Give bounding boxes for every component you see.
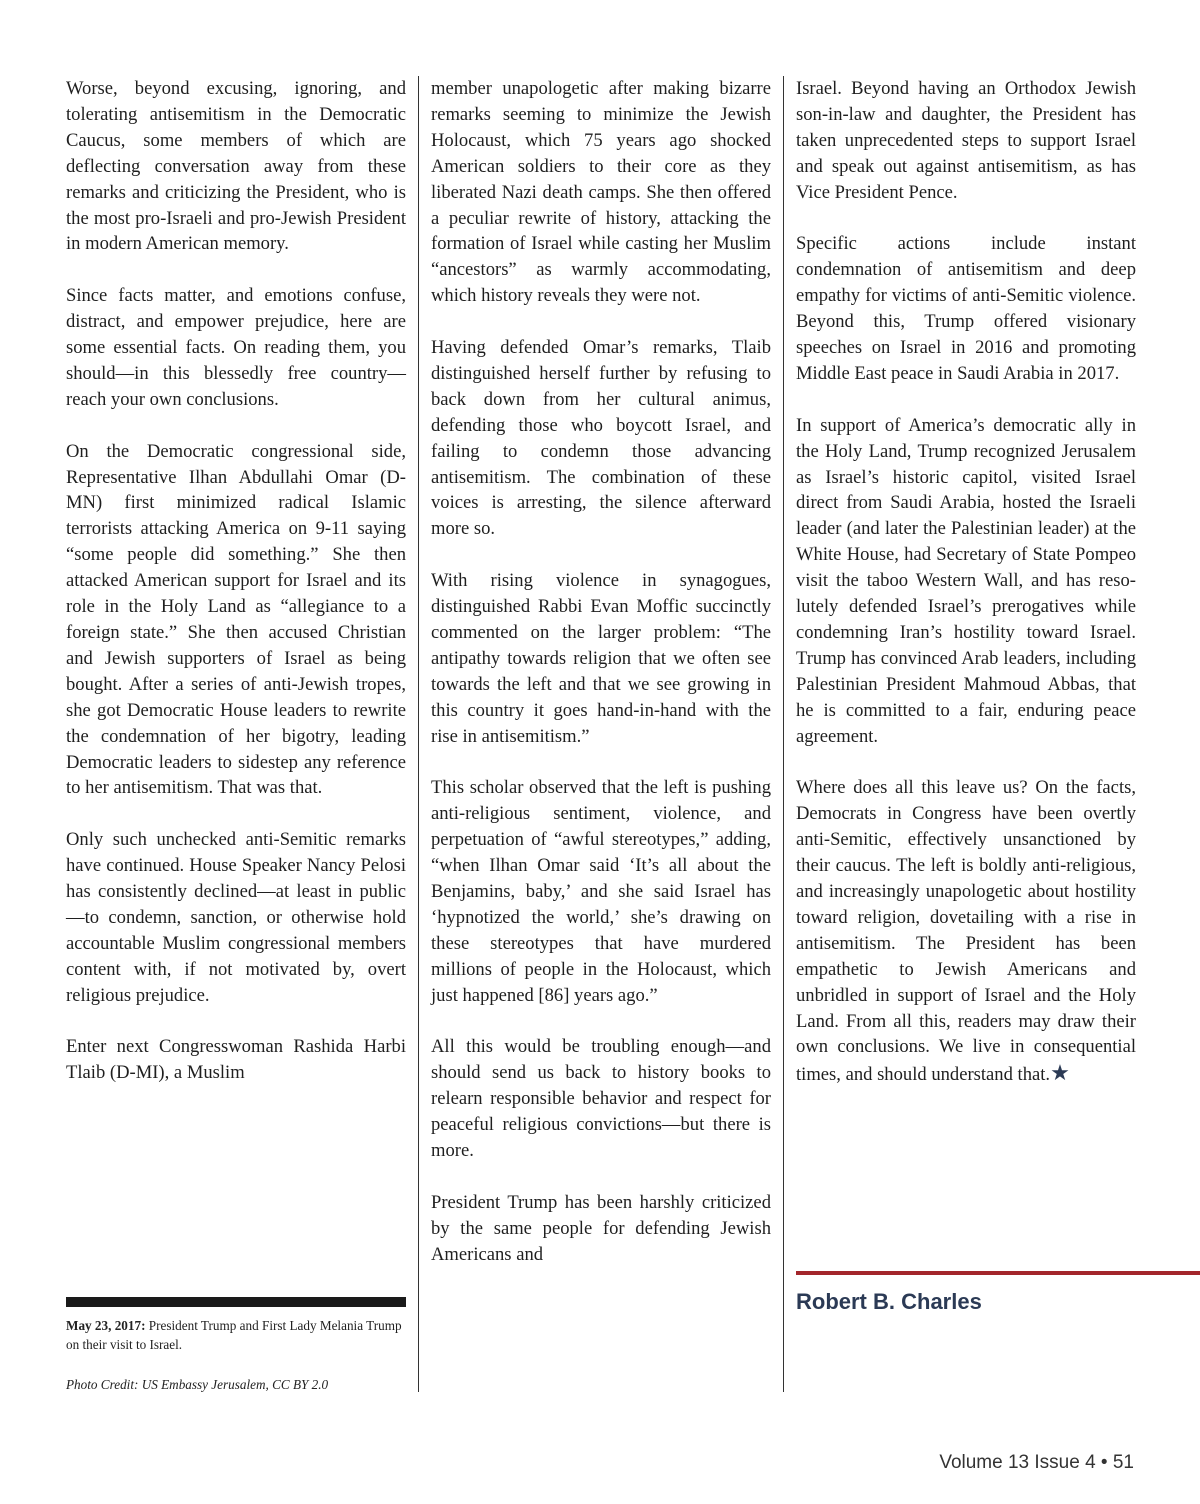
- article-column-1: [66, 76, 406, 1112]
- caption-bar: [66, 1297, 406, 1307]
- author-divider: [796, 1271, 1200, 1275]
- paragraph: With rising violence in synagogues, distinguished Rabbi Evan Moffic succinctly commented on the larger problem: “The antipathy towards religion that we often see towards the left and that we see growing in this country it goes hand-in-hand with the rise in antisemitism.”: [431, 570, 771, 747]
- photo-credit: Photo Credit: US Embassy Jerusalem, CC BY 2.0: [66, 1377, 329, 1392]
- photo-caption: [66, 1316, 406, 1354]
- article-column-2: [431, 76, 771, 1294]
- paragraph: All this would be troubling enough—and should send us back to history books to relearn responsible behavior and respect for peaceful religious convictions—but there is more.: [431, 1036, 771, 1162]
- paragraph: Worse, beyond excusing, ignoring, and tolerating antisemitism in the Democratic Caucus, some members of which are deflecting conversation away from these remarks and criticizing the President, who is the most pro-Israeli and pro-Jewish President in modern American memory.: [66, 78, 406, 255]
- paragraph-final: [796, 775, 1136, 1088]
- star-icon: ★: [1050, 1060, 1070, 1086]
- paragraph-final-text: Where does all this leave us? On the facts, Democrats in Congress have been overtly anti-Semitic, effectively unsanctioned by their caucus. The left is boldly anti-religious, and increasingly unapologetic about hostility toward religion, dovetailing with a rise in antisemitism. The President has been empathetic to Jewish Americans and unbridled in support of Israel and the Holy Land. From all this, readers may draw their own conclusions. We live in consequential times, and should understand that.: [796, 777, 1136, 1086]
- paragraph: member unapologetic after making bizarre remarks seeming to minimize the Jewish Holocaust, which 75 years ago shocked American soldiers to their core as they liberated Nazi death camps. She then offered a peculiar rewrite of history, attacking the formation of Israel while casting her Muslim “ancestors” as warmly accommodating, which history reveals they were not.: [431, 78, 771, 307]
- paragraph: President Trump has been harshly criticized by the same people for defending Jewish Americans and: [431, 1191, 771, 1265]
- paragraph: On the Democratic congressional side, Representative Ilhan Abdullahi Omar (D-MN) first minimized radical Islamic terrorists attacking America on 9-11 saying “some people did something.” She then attacked American support for Israel and its role in the Holy Land as “allegiance to a foreign state.” She then accused Christian and Jewish supporters of Israel as being bought. After a series of anti-Jewish tropes, she got Democratic House leaders to rewrite the condemnation of her bigotry, leading Democratic leaders to sidestep any reference to her antisemitism. That was that.: [66, 440, 406, 799]
- caption-text: President Trump and First Lady Melania Trump on their visit to Israel.: [66, 1318, 402, 1352]
- column-divider: [783, 76, 784, 1392]
- article-column-3: [796, 76, 1136, 1114]
- paragraph: Having defended Omar’s remarks, Tlaib distinguished herself further by refusing to back down from her cultural animus, defending those who boycott Israel, and failing to condemn those advancing antisemitism. The combination of these voices is arresting, the silence afterward more so.: [431, 337, 771, 540]
- author-name: Robert B. Charles: [796, 1289, 982, 1314]
- column-divider: [418, 76, 419, 1392]
- page-footer: Volume 13 Issue 4 • 51: [939, 1452, 1134, 1473]
- paragraph: Specific actions include instant condemnation of antisemitism and deep empathy for victims of anti-Semitic violence. Beyond this, Trump offered visionary speeches on Israel in 2016 and promoting Middle East peace in Saudi Arabia in 2017.: [796, 233, 1136, 384]
- caption-date: May 23, 2017:: [66, 1318, 146, 1333]
- paragraph: In support of America’s democratic ally in the Holy Land, Trump recognized Jerusalem as Israel’s historic capitol, visited Israel direct from Saudi Arabia, hosted the Israeli leader (and later the Palestinian leader) at the White House, had Secretary of State Pompeo visit the taboo Western Wall, and has resolutely defended Israel’s prerogatives while condemning Iran’s hostility toward Israel. Trump has convinced Arab leaders, including Palestinian President Mahmoud Abbas, that he is committed to a fair, enduring peace agreement.: [796, 414, 1136, 747]
- paragraph: Israel. Beyond having an Orthodox Jewish son-in-law and daughter, the President has taken unprecedented steps to support Israel and speak out against antisemitism, as has Vice President Pence.: [796, 78, 1136, 203]
- paragraph: Enter next Congresswoman Rashida Harbi Tlaib (D-MI), a Muslim: [66, 1036, 406, 1084]
- paragraph: This scholar observed that the left is pushing anti-religious sentiment, violence, and perpetuation of “awful stereotypes,” adding, “when Ilhan Omar said ‘It’s all about the Benjamins, baby,’ and she said Israel has ‘hypnotized the world,’ she’s drawing on these stereotypes that have murdered millions of people in the Holocaust, which just happened [86] years ago.”: [431, 777, 771, 1006]
- paragraph: Since facts matter, and emotions confuse, distract, and empower prejudice, here are some essential facts. On reading them, you should—in this blessedly free country—reach your own conclusions.: [66, 285, 406, 410]
- paragraph: Only such unchecked anti-Semitic remarks have continued. House Speaker Nancy Pelosi has consistently declined—at least in public—to condemn, sanction, or otherwise hold accountable Muslim congressional members content with, if not motivated by, overt religious prejudice.: [66, 829, 406, 1006]
